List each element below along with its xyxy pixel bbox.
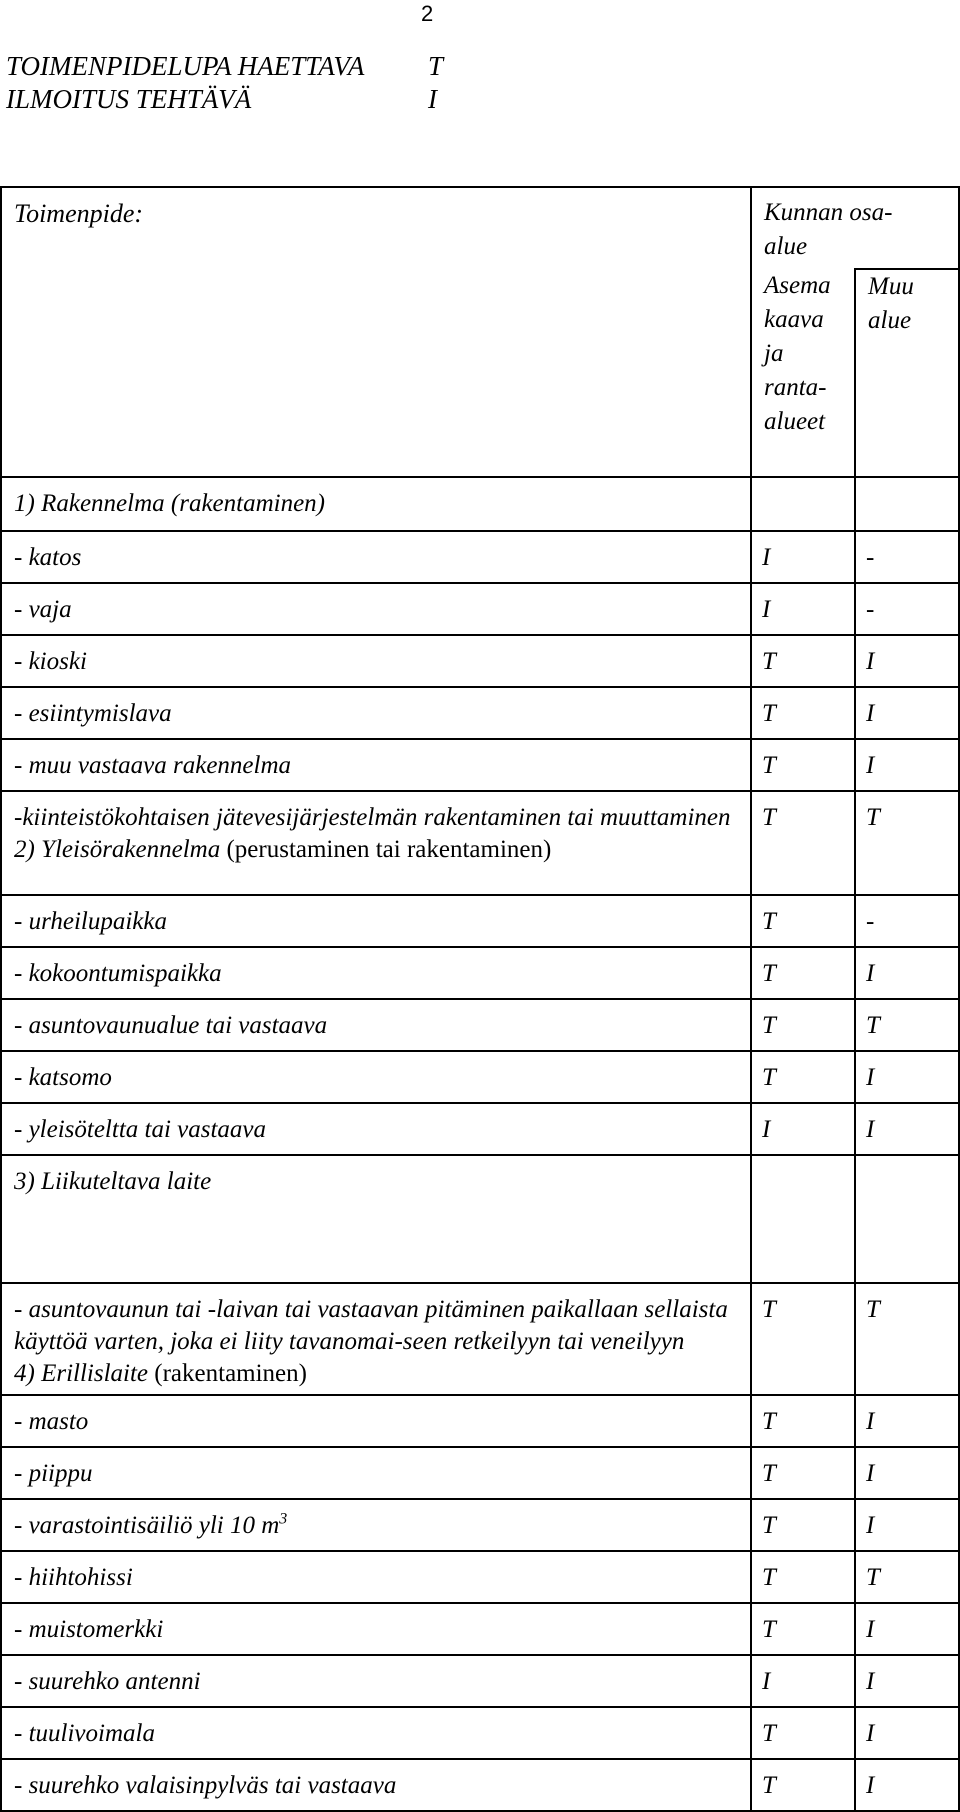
legend-code: T — [428, 51, 444, 81]
toimenpide-text — [14, 1294, 742, 1358]
asemakaava-value — [751, 477, 855, 531]
asemakaava-value: T — [751, 1051, 855, 1103]
toimenpide-text — [14, 906, 742, 938]
toimenpide-label: 1) Rakennelma (rakentaminen) — [14, 490, 325, 517]
toimenpide-text — [14, 1718, 742, 1750]
section-row — [1, 477, 959, 531]
toimenpide-text — [14, 1114, 742, 1146]
toimenpide-label: - kokoontumispaikka — [14, 960, 222, 987]
asemakaava-value: T — [751, 1707, 855, 1759]
asemakaava-value: T — [751, 895, 855, 947]
table-row — [1, 1447, 959, 1499]
toimenpide-label: - piippu — [14, 1460, 93, 1487]
table-row — [1, 1603, 959, 1655]
table-row — [1, 1655, 959, 1707]
toimenpide-label: - katsomo — [14, 1064, 112, 1091]
header-kunnan-osa-alue: Kunnan osa- alue — [751, 187, 959, 269]
toimenpide-label: - suurehko valaisinpylväs tai vastaava — [14, 1772, 397, 1799]
toimenpide-label: - kioski — [14, 648, 87, 675]
muu-alue-value: I — [855, 1447, 959, 1499]
asemakaava-value: I — [751, 1655, 855, 1707]
asemakaava-value: I — [751, 583, 855, 635]
section-title — [14, 1166, 742, 1198]
asemakaava-value: T — [751, 1499, 855, 1551]
toimenpide-label: -kiinteistökohtaisen jätevesijärjestelmän rakentaminen tai muuttaminen — [14, 804, 731, 831]
toimenpide-text — [14, 958, 742, 990]
asemakaava-value: T — [751, 1447, 855, 1499]
header-muu-alue: Muu alue — [855, 269, 959, 477]
toimenpide-label: - vaja — [14, 596, 72, 623]
section-title — [14, 488, 742, 520]
table-row — [1, 791, 959, 895]
toimenpide-text — [14, 698, 742, 730]
toimenpide-text — [14, 802, 742, 834]
page-number: 2 — [421, 1, 434, 26]
table-row — [1, 1499, 959, 1551]
muu-alue-value: I — [855, 1603, 959, 1655]
asemakaava-value: T — [751, 791, 855, 895]
table-row — [1, 687, 959, 739]
muu-alue-value: I — [855, 1759, 959, 1811]
toimenpide-label: 3) Liikuteltava laite — [14, 1168, 212, 1195]
toimenpide-cell — [1, 583, 751, 635]
toimenpide-cell — [1, 531, 751, 583]
asemakaava-value: I — [751, 1103, 855, 1155]
toimenpide-label: - masto — [14, 1408, 89, 1435]
table-row — [1, 583, 959, 635]
muu-alue-value: I — [855, 947, 959, 999]
table-row — [1, 1551, 959, 1603]
muu-alue-value: - — [855, 531, 959, 583]
toimenpide-cell — [1, 1447, 751, 1499]
toimenpide-cell — [1, 1499, 751, 1551]
muu-alue-value: T — [855, 1551, 959, 1603]
table-row — [1, 1103, 959, 1155]
section-row — [1, 1155, 959, 1283]
header-asemakaava: Asema kaava ja ranta- alueet — [751, 269, 855, 477]
table-row — [1, 531, 959, 583]
toimenpide-cell — [1, 1759, 751, 1811]
asemakaava-value: T — [751, 1759, 855, 1811]
legend — [6, 50, 443, 116]
muu-alue-value: I — [855, 1707, 959, 1759]
muu-alue-value: I — [855, 1655, 959, 1707]
table-row — [1, 1051, 959, 1103]
toimenpide-cell — [1, 687, 751, 739]
muu-alue-value: I — [855, 635, 959, 687]
table-row — [1, 635, 959, 687]
legend-label: ILMOITUS TEHTÄVÄ — [6, 84, 252, 114]
table-row — [1, 1707, 959, 1759]
toimenpide-text — [14, 646, 742, 678]
toimenpide-cell — [1, 1395, 751, 1447]
table-row — [1, 999, 959, 1051]
toimenpide-label: - varastointisäiliö yli 10 m — [14, 1512, 280, 1539]
muu-alue-value: I — [855, 687, 959, 739]
muu-alue-value: I — [855, 1051, 959, 1103]
section-title — [14, 1358, 742, 1390]
muu-alue-value: I — [855, 739, 959, 791]
permit-table — [0, 186, 960, 1812]
section-title-main: 4) Erillislaite — [14, 1360, 149, 1387]
toimenpide-cell — [1, 1051, 751, 1103]
superscript: 3 — [279, 1510, 288, 1528]
toimenpide-cell — [1, 791, 751, 895]
muu-alue-value: - — [855, 895, 959, 947]
asemakaava-value: T — [751, 1283, 855, 1395]
muu-alue-value — [855, 1155, 959, 1283]
toimenpide-label: - tuulivoimala — [14, 1720, 155, 1747]
asemakaava-value — [751, 1155, 855, 1283]
table-row — [1, 1395, 959, 1447]
toimenpide-label: - asuntovaunualue tai vastaava — [14, 1012, 328, 1039]
asemakaava-value: I — [751, 531, 855, 583]
section-title-note: (perustaminen tai rakentaminen) — [220, 836, 552, 863]
toimenpide-text — [14, 750, 742, 782]
toimenpide-label: - muistomerkki — [14, 1616, 164, 1643]
section-title-main: 2) Yleisörakennelma — [14, 836, 221, 863]
asemakaava-value: T — [751, 947, 855, 999]
table-row — [1, 947, 959, 999]
toimenpide-text — [14, 1666, 742, 1698]
legend-code: I — [428, 84, 437, 114]
toimenpide-label: - hiihtohissi — [14, 1564, 133, 1591]
table-row — [1, 1283, 959, 1395]
toimenpide-text — [14, 542, 742, 574]
toimenpide-text — [14, 1062, 742, 1094]
toimenpide-cell — [1, 739, 751, 791]
toimenpide-cell — [1, 1103, 751, 1155]
toimenpide-text — [14, 1458, 742, 1490]
header-row — [1, 187, 959, 269]
section-title-note: (rakentaminen) — [148, 1360, 307, 1387]
asemakaava-value: T — [751, 1603, 855, 1655]
muu-alue-value: - — [855, 583, 959, 635]
legend-label: TOIMENPIDELUPA HAETTAVA — [6, 51, 365, 81]
toimenpide-text — [14, 1510, 742, 1542]
toimenpide-label: - asuntovaunun tai -laivan tai vastaavan pitäminen paikallaan sellaista käyttöä varten, joka ei liity tavanomai-seen retkeilyyn tai veneilyyn — [14, 1296, 728, 1355]
toimenpide-cell — [1, 1551, 751, 1603]
toimenpide-text — [14, 1406, 742, 1438]
toimenpide-label: - katos — [14, 544, 82, 571]
table-row — [1, 895, 959, 947]
toimenpide-cell — [1, 1155, 751, 1283]
muu-alue-value: T — [855, 999, 959, 1051]
asemakaava-value: T — [751, 1395, 855, 1447]
table-row — [1, 739, 959, 791]
toimenpide-cell — [1, 999, 751, 1051]
toimenpide-label: - suurehko antenni — [14, 1668, 201, 1695]
toimenpide-text — [14, 594, 742, 626]
legend-row — [6, 50, 443, 83]
muu-alue-value: I — [855, 1103, 959, 1155]
asemakaava-value: T — [751, 635, 855, 687]
muu-alue-value — [855, 477, 959, 531]
legend-row — [6, 83, 443, 116]
toimenpide-text — [14, 1010, 742, 1042]
toimenpide-cell — [1, 635, 751, 687]
toimenpide-label: - urheilupaikka — [14, 908, 167, 935]
asemakaava-value: T — [751, 687, 855, 739]
toimenpide-cell — [1, 477, 751, 531]
section-title — [14, 834, 742, 866]
asemakaava-value: T — [751, 999, 855, 1051]
toimenpide-cell — [1, 1603, 751, 1655]
toimenpide-cell — [1, 1655, 751, 1707]
muu-alue-value: I — [855, 1395, 959, 1447]
muu-alue-value: I — [855, 1499, 959, 1551]
toimenpide-cell — [1, 1283, 751, 1395]
toimenpide-cell — [1, 895, 751, 947]
asemakaava-value: T — [751, 1551, 855, 1603]
header-toimenpide: Toimenpide: — [1, 187, 751, 477]
toimenpide-label: - yleisöteltta tai vastaava — [14, 1116, 267, 1143]
toimenpide-cell — [1, 947, 751, 999]
table-row — [1, 1759, 959, 1811]
toimenpide-text — [14, 1770, 742, 1802]
toimenpide-text — [14, 1614, 742, 1646]
muu-alue-value: T — [855, 791, 959, 895]
toimenpide-text — [14, 1562, 742, 1594]
toimenpide-label: - muu vastaava rakennelma — [14, 752, 292, 779]
asemakaava-value: T — [751, 739, 855, 791]
toimenpide-label: - esiintymislava — [14, 700, 172, 727]
muu-alue-value: T — [855, 1283, 959, 1395]
toimenpide-cell — [1, 1707, 751, 1759]
